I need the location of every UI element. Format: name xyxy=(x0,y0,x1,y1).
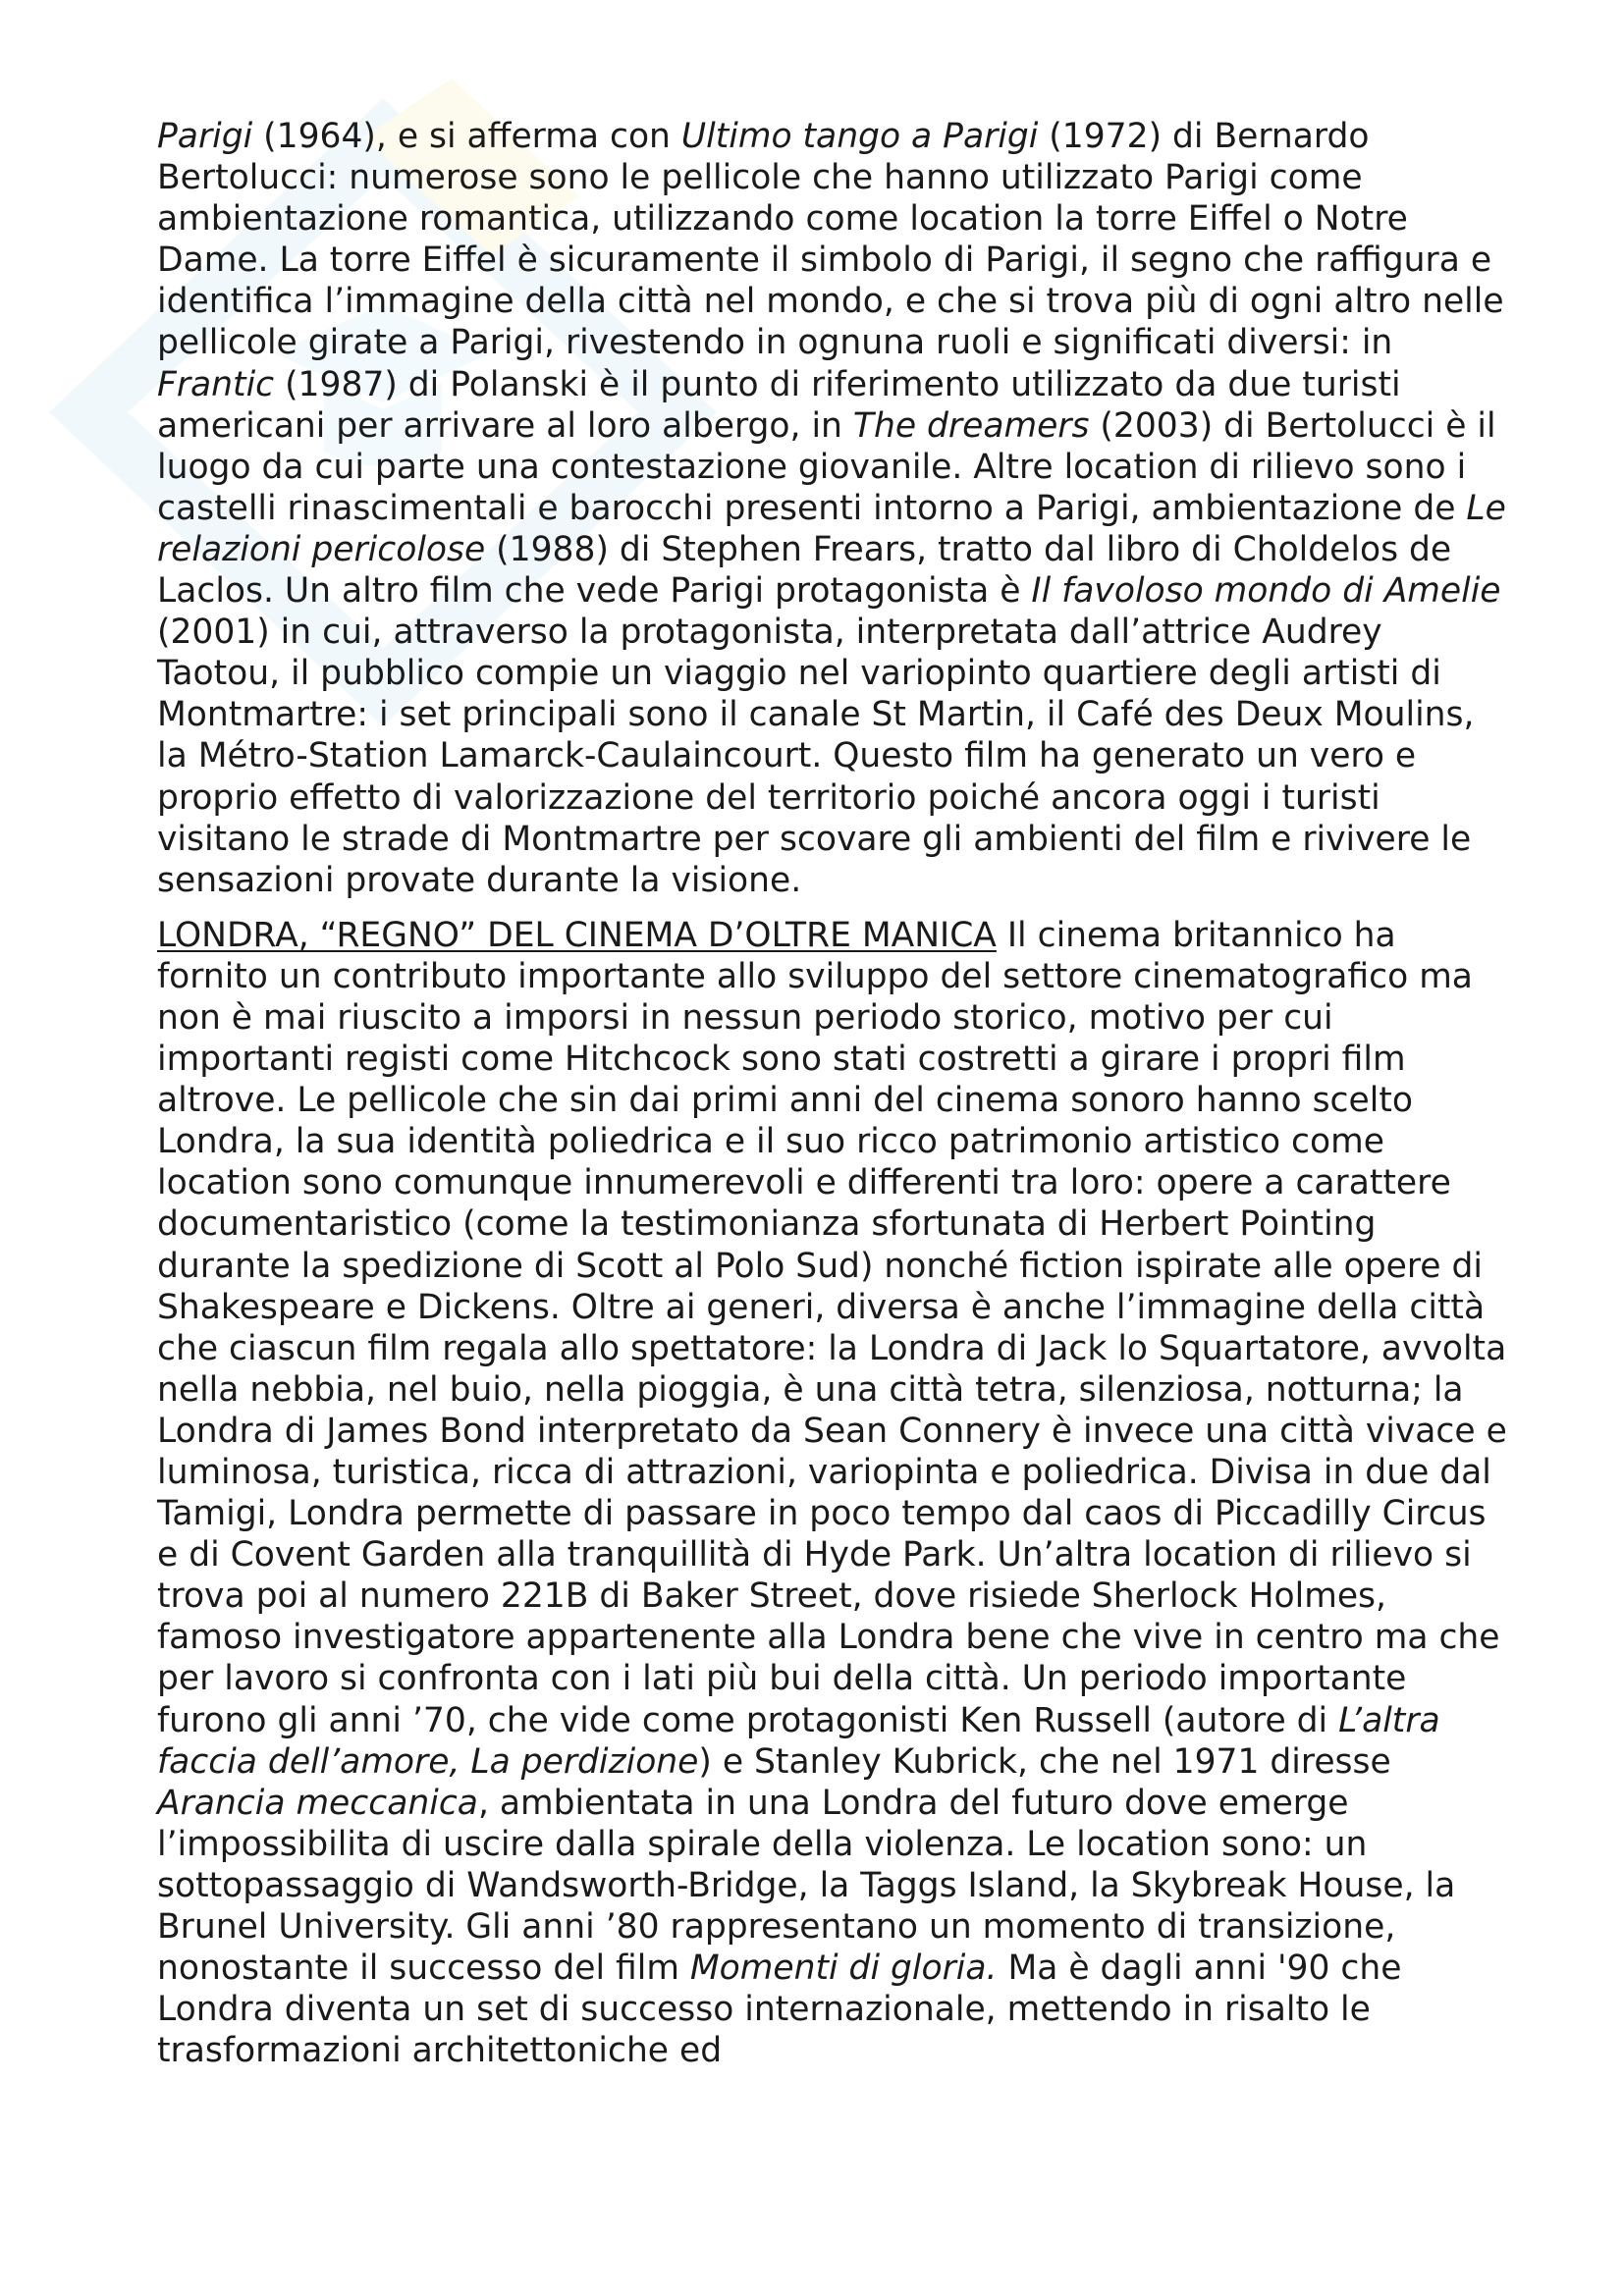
document-body xyxy=(157,116,1512,2085)
italic-title: Ultimo tango a Parigi xyxy=(680,117,1039,156)
italic-title: Le relazioni pericolose xyxy=(157,488,1506,569)
italic-title: Arancia meccanica xyxy=(157,1783,478,1823)
text-run: (1987) di Polanski è il punto di riferimento utilizzato da due turisti americani per arrivare al loro albergo, in xyxy=(157,364,1401,446)
italic-title: Il favoloso mondo di Amelie xyxy=(1031,571,1501,612)
section-heading: LONDRA, “REGNO” DEL CINEMA D’OLTRE MANICA xyxy=(157,915,997,955)
text-run: Il cinema britannico ha fornito un contributo importante allo sviluppo del settore cinematografico ma non è mai riuscito a imporsi in nessun periodo storico, motivo per cui importanti registi come Hitchcock sono stati costretti a girare i propri film altrove. Le pellicole che sin dai primi anni del cinema sonoro hanno scelto Londra, la sua identità poliedrica e il suo ricco patrimonio artistico come location sono comunque innumerevoli e differenti tra loro: opere a carattere documentaristico (come la testimonianza sfortunata di Herbert Pointing durante la spedizione di Scott al Polo Sud) nonché fiction ispirate alle opere di Shakespeare e Dickens. Oltre ai generi, diversa è anche l’immagine della città che ciascun film regala allo spettatore: la Londra di Jack lo Squartatore, avvolta nella nebbia, nel buio, nella pioggia, è una città tetra, silenziosa, notturna; la Londra di James Bond interpretato da Sean Connery è invece una città vivace e luminosa, turistica, ricca di attrazioni, variopinta e poliedrica. Divisa in due dal Tamigi, Londra permette di passare in poco tempo dal caos di Piccadilly Circus e di Covent Garden alla tranquillità di Hyde Park. Un’altra location di rilievo si trova poi al numero 221B di Baker Street, dove risiede Sherlock Holmes, famoso investigatore appartenente alla Londra bene che vive in centro ma che per lavoro si confronta con i lati più bui della città. Un periodo importante furono gli anni ’70, che vide come protagonisti Ken Russell (autore di xyxy=(157,915,1507,1740)
text-run: , ambientata in una Londra del futuro dove emerge l’impossibilita di uscire dalla spirale della violenza. Le location sono: un sottopassaggio di Wandsworth-Bridge, la Taggs Island, la Skybreak House, la Brunel University. Gli anni ’80 rappresentano un momento di transizione, nonostante il successo del film xyxy=(157,1783,1456,1989)
italic-title: Momenti di gloria. xyxy=(689,1949,998,1989)
italic-title: L’altra faccia dell’amore, La perdizione xyxy=(157,1700,1440,1782)
text-run: (1964), e si afferma con xyxy=(252,117,681,156)
text-run: (1972) di Bernardo Bertolucci: numerose sono le pellicole che hanno utilizzato Parigi come ambientazione romantica, utilizzando come location la torre Eiffel o Notre Dame. La torre Eiffel è sicuramente il simbolo di Parigi, il segno che raffigura e identifica l’immagine della città nel mondo, e che si trova più di ogni altro nelle pellicole girate a Parigi, rivestendo in ognuna ruoli e significati diversi: in xyxy=(157,117,1504,363)
italic-title: The dreamers xyxy=(852,405,1090,446)
text-run: Ma è dagli anni '90 che Londra diventa un set di successo internazionale, mettendo in risalto le trasformazioni architettoniche ed xyxy=(157,1949,1402,2071)
paragraph-parigi xyxy=(157,116,1512,901)
italic-title: Parigi xyxy=(157,117,253,156)
italic-title: Frantic xyxy=(157,364,275,404)
text-run: (1988) di Stephen Frears, tratto dal libro di Choldelos de Laclos. Un altro film che vede Parigi protagonista è xyxy=(157,529,1452,612)
paragraph-londra xyxy=(157,915,1512,2072)
text-run: (2003) di Bertolucci è il luogo da cui parte una contestazione giovanile. Altre location di rilievo sono i castelli rinascimentali e barocchi presenti intorno a Parigi, ambientazione de xyxy=(157,405,1496,528)
text-run: ) e Stanley Kubrick, che nel 1971 diresse xyxy=(698,1741,1391,1782)
text-run: (2001) in cui, attraverso la protagonista, interpretata dall’attrice Audrey Taotou, il pubblico compie un viaggio nel variopinto quartiere degli artisti di Montmartre: i set principali sono il canale St Martin, il Café des Deux Moulins, la Métro-Station Lamarck-Caulaincourt. Questo film ha generato un vero e proprio effetto di valorizzazione del territorio poiché ancora oggi i turisti visitano le strade di Montmartre per scovare gli ambienti del film e rivivere le sensazioni provate durante la visione. xyxy=(157,613,1475,900)
